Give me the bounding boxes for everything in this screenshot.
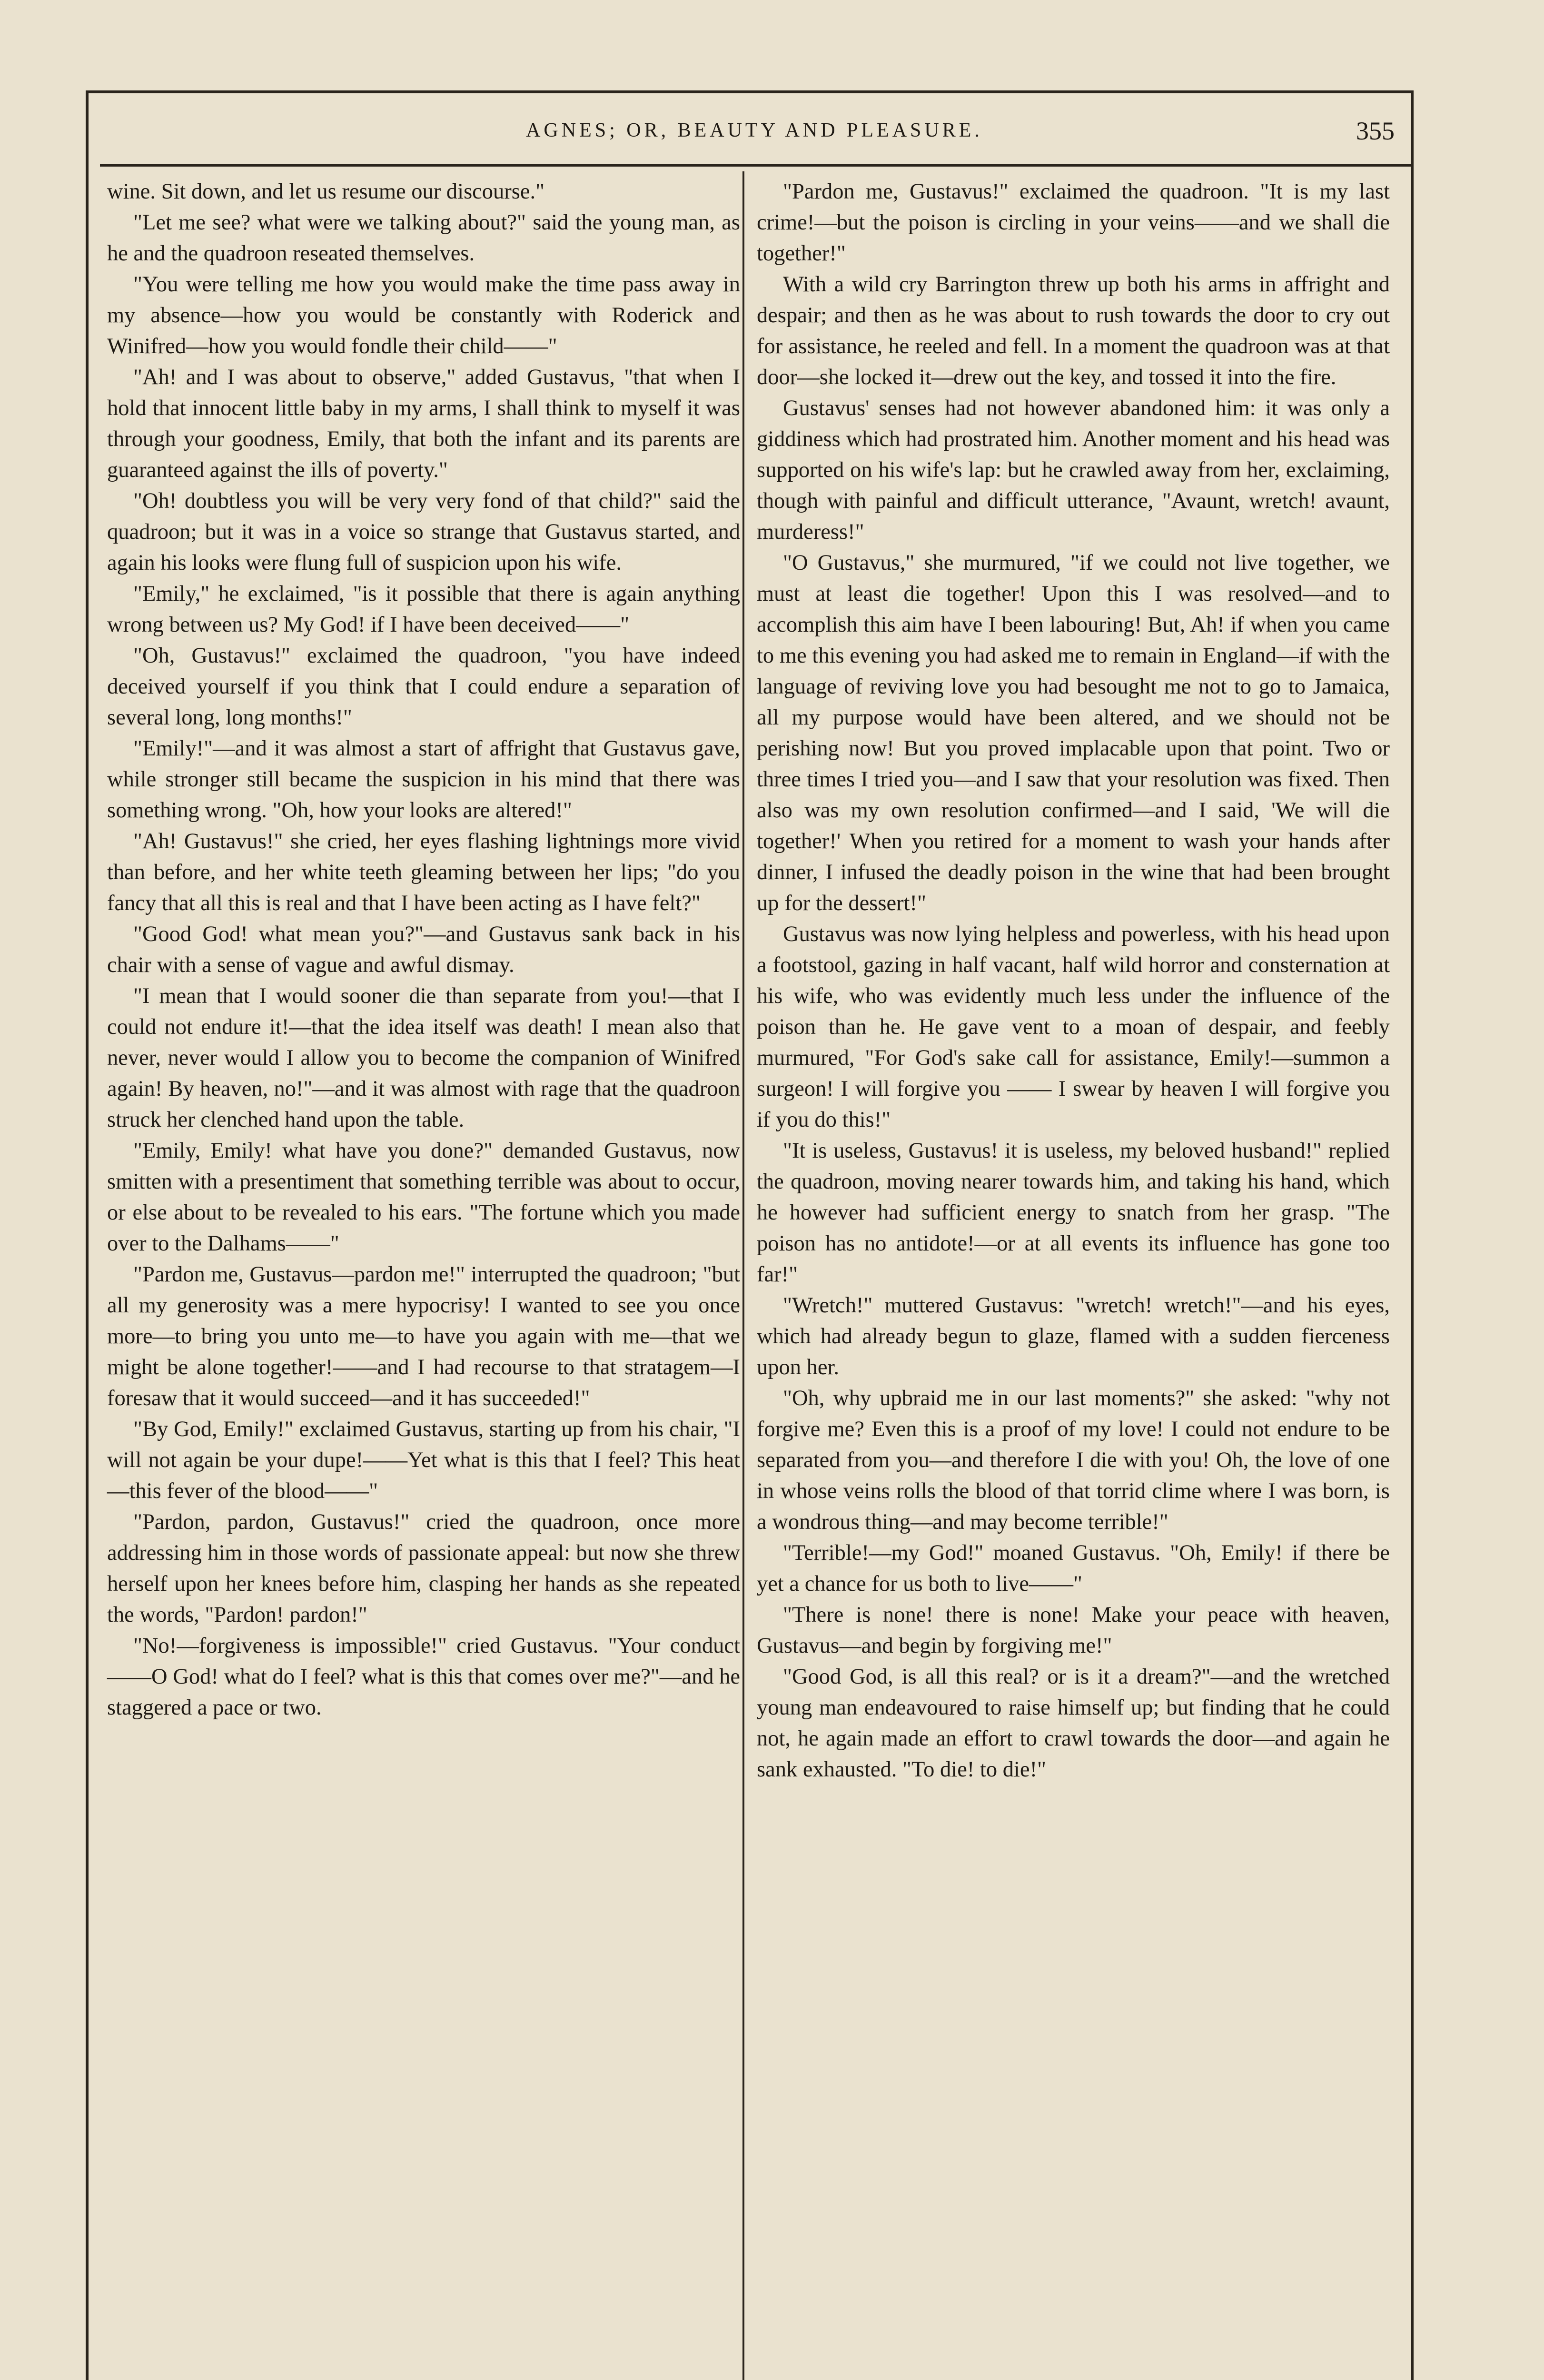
paragraph: "Oh! doubtless you will be very very fond of that child?" said the quadroon; but it was in a voice so strange that Gustavus started, and again his looks were flung full of suspicion upon his wife. <box>107 489 740 575</box>
paragraph: "Pardon me, Gustavus—pardon me!" interrupted the quadroon; "but all my generosity was a mere hypocrisy! I wanted to see you once more—to bring you unto me—to have you again with me—that we might be alone together!——and I had recourse to that stratagem—I foresaw that it would succeed—and it has succeeded!" <box>107 1262 740 1410</box>
paragraph: Gustavus was now lying helpless and powerless, with his head upon a footstool, gazing in half vacant, half wild horror and consternation at his wife, who was evidently much less under the influence of the poison than he. He gave vent to a moan of despair, and feebly murmured, "For God's sake call for assistance, Emily!—summon a surgeon! I will forgive you —— I swear by heaven I will forgive you if you do this!" <box>757 922 1390 1132</box>
paragraph: "Oh, Gustavus!" exclaimed the quadroon, "you have indeed deceived yourself if you think that I could endure a separation of several long, long months!" <box>107 644 740 730</box>
paragraph: "Wretch!" muttered Gustavus: "wretch! wretch!"—and his eyes, which had already begun to glaze, flamed with a sudden fierceness upon her. <box>757 1293 1390 1379</box>
paragraph: "Emily!"—and it was almost a start of affright that Gustavus gave, while stronger still became the suspicion in his mind that there was something wrong. "Oh, how your looks are altered!" <box>107 736 740 823</box>
paragraph: "There is none! there is none! Make your peace with heaven, Gustavus—and begin by forgiving me!" <box>757 1603 1390 1658</box>
paragraph: "O Gustavus," she murmured, "if we could not live together, we must at least die together! Upon this I was resolved—and to accomplish this aim have I been labouring! But, Ah! if when you came to me this evening you had asked me to remain in England—if with the language of reviving love you had besought me not to go to Jamaica, all my purpose would have been altered, and we should not be perishing now! But you proved implacable upon that point. Two or three times I tried you—and I saw that your resolution was fixed. Then also was my own resolution confirmed—and I said, 'We will die together!' When you retired for a moment to wash your hands after dinner, I infused the deadly poison in the wine that had been brought up for the dessert!" <box>757 551 1390 915</box>
paragraph: "Emily," he exclaimed, "is it possible that there is again anything wrong between us? My God! if I have been deceived——" <box>107 582 740 637</box>
paragraph: "Oh, why upbraid me in our last moments?" she asked: "why not forgive me? Even this is a proof of my love! I could not endure to be separated from you—and therefore I die with you! Oh, the love of one in whose veins rolls the blood of that torrid clime where I was born, is a wondrous thing—and may become terrible!" <box>757 1386 1390 1534</box>
running-header <box>114 119 1395 162</box>
paragraph: Gustavus' senses had not however abandoned him: it was only a giddiness which had prostrated him. Another moment and his head was supported on his wife's lap: but he crawled away from her, exclaiming, though with painful and difficult utterance, "Avaunt, wretch! avaunt, murderess!" <box>757 396 1390 544</box>
paragraph: "Good God, is all this real? or is it a dream?"—and the wretched young man endeavoured to raise himself up; but finding that he could not, he again made an effort to crawl towards the door—and again he sank exhausted. "To die! to die!" <box>757 1665 1390 1782</box>
paragraph: With a wild cry Barrington threw up both his arms in affright and despair; and then as he was about to rush towards the door to cry out for assistance, he reeled and fell. In a moment the quadroon was at that door—she locked it—drew out the key, and tossed it into the fire. <box>757 272 1390 389</box>
column-divider <box>742 171 744 2380</box>
left-column <box>107 176 740 2380</box>
paragraph: "Good God! what mean you?"—and Gustavus sank back in his chair with a sense of vague and awful dismay. <box>107 922 740 977</box>
paragraph: "Pardon, pardon, Gustavus!" cried the quadroon, once more addressing him in those words of passionate appeal: but now she threw herself upon her knees before him, clasping her hands as she repeated the words, "Pardon! pardon!" <box>107 1510 740 1627</box>
paragraph: "Ah! Gustavus!" she cried, her eyes flashing lightnings more vivid than before, and her white teeth gleaming between her lips; "do you fancy that all this is real and that I have been acting as I have felt?" <box>107 829 740 915</box>
paragraph: "Emily, Emily! what have you done?" demanded Gustavus, now smitten with a presentiment that something terrible was about to occur, or else about to be revealed to his ears. "The fortune which you made over to the Dalhams——" <box>107 1139 740 1256</box>
header-rule <box>100 164 1414 167</box>
paragraph: "You were telling me how you would make the time pass away in my absence—how you would be constantly with Roderick and Winifred—how you would fondle their child——" <box>107 272 740 358</box>
paragraph: "By God, Emily!" exclaimed Gustavus, starting up from his chair, "I will not again be your dupe!——Yet what is this that I feel? This heat—this fever of the blood——" <box>107 1417 740 1503</box>
right-column <box>757 176 1390 2380</box>
paragraph: "Let me see? what were we talking about?" said the young man, as he and the quadroon reseated themselves. <box>107 210 740 266</box>
page-number: 355 <box>1356 117 1395 145</box>
paragraph: "I mean that I would sooner die than separate from you!—that I could not endure it!—that the idea itself was death! I mean also that never, never would I allow you to become the companion of Winifred again! By heaven, no!"—and it was almost with rage that the quadroon struck her clenched hand upon the table. <box>107 984 740 1132</box>
running-title: AGNES; OR, BEAUTY AND PLEASURE. <box>526 119 983 141</box>
paragraph: "No!—forgiveness is impossible!" cried Gustavus. "Your conduct——O God! what do I feel? what is this that comes over me?"—and he staggered a pace or two. <box>107 1634 740 1720</box>
paragraph: wine. Sit down, and let us resume our discourse." <box>107 179 545 204</box>
paragraph: "Terrible!—my God!" moaned Gustavus. "Oh, Emily! if there be yet a chance for us both to live——" <box>757 1541 1390 1596</box>
paragraph: "Pardon me, Gustavus!" exclaimed the quadroon. "It is my last crime!—but the poison is circling in your veins——and we shall die together!" <box>757 179 1390 266</box>
paragraph: "It is useless, Gustavus! it is useless, my beloved husband!" replied the quadroon, moving nearer towards him, and taking his hand, which he however had sufficient energy to snatch from her grasp. "The poison has no antidote!—or at all events its influence has gone too far!" <box>757 1139 1390 1287</box>
paragraph: "Ah! and I was about to observe," added Gustavus, "that when I hold that innocent little baby in my arms, I shall think to myself it was through your goodness, Emily, that both the infant and its parents are guaranteed against the ills of poverty." <box>107 365 740 482</box>
